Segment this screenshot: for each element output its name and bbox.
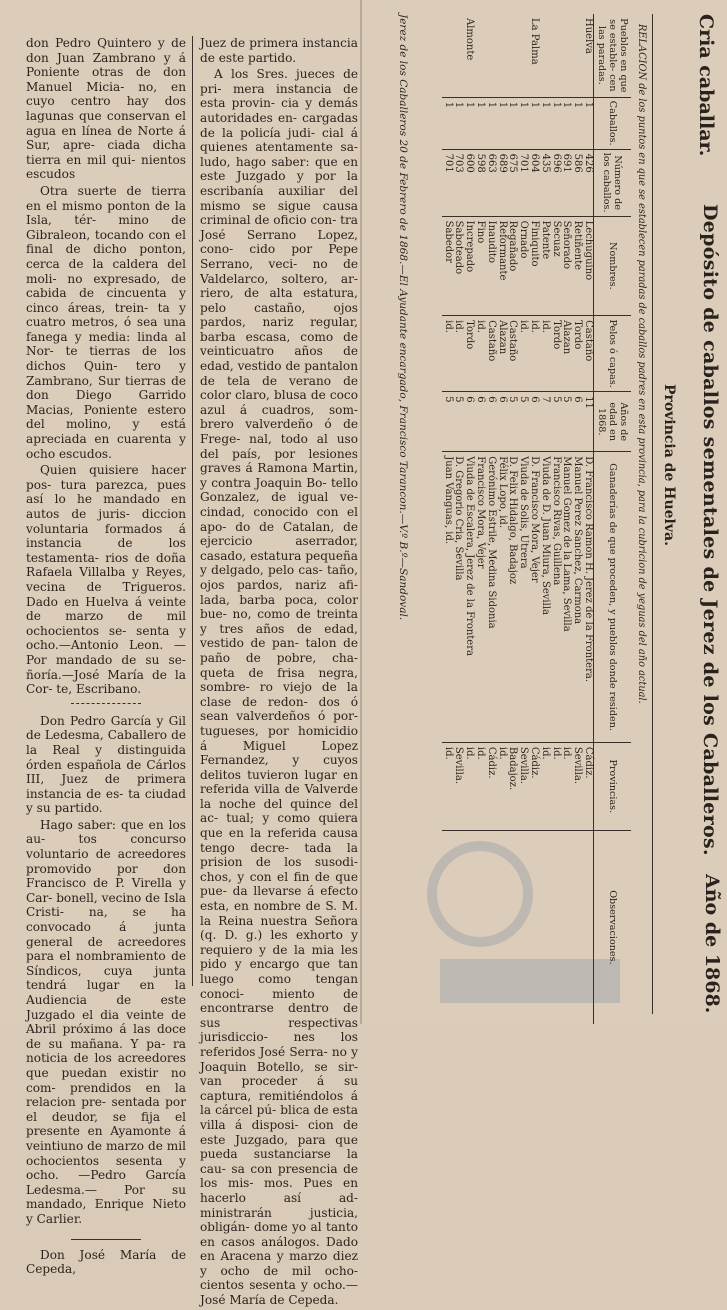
table-cell [561,830,572,1024]
table-cell: D. Francisco Ramon H. Jerez de la Frontera. [582,452,593,743]
col1-para-6: Don José María de Cepeda, [26,1247,186,1277]
middle-column [200,36,358,1310]
table-cell: Juan Vanguas, id. [442,452,453,743]
table-cell: id. [442,316,453,392]
table-row [517,14,528,1024]
col1-para-4: Don Pedro García y Gil de Ledesma, Caballero de la Real y distinguida órden española de Cárlos III, Juez de primera instancia de es- ta ciudad y su partido. [26,713,186,816]
table-cell: Fino [474,216,485,316]
header-numero: Número de los caballos. [594,149,632,216]
header-pelos: Pelos ó capas. [594,316,632,392]
table-cell: Sevilla. [571,742,582,830]
table-cell: 1 [561,97,572,149]
table-cell: 1 [517,97,528,149]
table-row [485,14,496,1024]
table-cell: 1 [507,97,518,149]
table-cell: 1 [539,97,550,149]
table-cell [507,830,518,1024]
header-nombres: Nombres. [594,216,632,316]
table-cell: D. Felix Hidalgo, Badajoz [507,452,518,743]
table-cell: 1 [442,97,453,149]
table-cell: Huelva [582,14,593,97]
table-cell: id. [474,316,485,392]
table-cell: Viuda de Escalera, Jerez de la Frontera [463,452,474,743]
col1-para-2: Otra suerte de tierra en el mismo ponton de la Isla, tér- mino de Gibraleon, tocando con el final de dicho ponton, cerca de la caldera del moli- no expresado, de cabida de cincuenta y cinco áreas, trein- ta y cuatro metros, ó sea una fanega y media: linda al Nor- te tierras de los dichos Quin- tero y Zambrano, Sur tierras de don Diego Garrido Macias, Poniente estero del molino, y está apreciada en cuarenta y ocho escudos. [26,183,186,461]
table-cell: 6 [528,392,539,452]
table-cell [528,830,539,1024]
table-cell: Cádiz. [582,742,593,830]
table-cell [539,830,550,1024]
table-cell: 604 [528,149,539,216]
col1-para-5: Hago saber: que en los au- tos concurso voluntario de acreedores promovido por don Francisco de P. Virella y Car- bonell, vecino de Isla Cristi- na, se ha convocado á junta general de acreedores para el nombramiento de Síndicos, cuya junta tendrá lugar en la Audiencia de este Juzgado el dia veinte de Abril próximo á las doce de su mañana. Y pa- ra noticia de los acreedores que puedan existir no com- prendidos en la relacion pre- sentada por el deudor, se fija el presente en Ayamonte á veintiuno de marzo de mil ochocientos sesenta y ocho. —Pedro García Ledesma.— Por su mandado, Enrique Nieto y Carlier. [26,817,186,1226]
table-cell: 1 [463,97,474,149]
header-provincias: Provincias. [594,742,632,830]
table-cell: Reformante [496,216,507,316]
table-cell: 5 [517,392,528,452]
table-cell: Sevilla. [517,742,528,830]
col2-para-2: A los Sres. jueces de pri- mera instancia de esta provin- cia y demás autoridades en- cargadas de la policía judi- cial á quienes atentamente sa- ludo, hago saber: que en este Juzgado y por la escribanía auxiliar del mismo se sigue causa criminal de oficio con- tra José Serrano Lopez, cono- cido por Pepe Serrano, veci- no de Valdelarco, soltero, ar- riero, de alta estatura, pelo castaño, ojos pardos, nariz regular, barba escasa, como de veinticuatro años de edad, vestido de pantalon de tela de verano de color claro, blusa de coco azul á cuadros, som- brero valverdeño ó de Frege- nal, todo al uso del país, por lesiones graves á Ramona Martin, y contra Joaquin Bo- tello Gonzalez, de igual ve- cindad, conocido con el apo- do de Catalan, de ejercicio aserrador, casado, estatura pequeña y delgado, pelo cas- taño, ojos pardos, nariz afi- lada, barba poca, color bue- no, como de treinta y tres años de edad, vestido de pan- talon de paño de pobre, cha- queta de frisa negra, sombre- ro viejo de la clase de redon- dos ó sean valverdeños ó por- tugueses, por homicidio á Miguel Lopez Fernandez, y cuyos delitos tuvieron lugar en referida villa de Valverde la noche del quince del ac- tual; y como quiera que en la referida causa tengo decre- tada la prision de los susodi- chos, y con el fin de que pue- da llevarse á efecto esta, en nombre de S. M. la Reina nuestra Señora (q. D. g.) les exhorto y requiero y de la mia les pido y encargo que tan luego como tengan conoci- miento de encontrarse dentro de sus respectivas jurisdiccio- nes los referidos José Serra- no y Joaquin Botello, se sir- van proceder á su captura, remitiéndolos á la cárcel pú- blica de esta villa á disposi- cion de este Juzgado, para que pueda sustanciarse la cau- sa con presencia de los mis- mos. Pues en hacerlo así ad- ministrarán justicia, obligán- dome yo al tanto en casos análogos. Dado en Aracena y marzo diez y ocho de mil ocho- cientos sesenta y ocho.—José María de Cepeda. [200,67,358,1308]
table-cell: Tordo [550,316,561,392]
table-cell: id. [453,316,464,392]
table-cell: 7 [539,392,550,452]
rotated-table-region [360,0,727,1024]
table-cell: Francisco Mora, Vejer [474,452,485,743]
table-cell [561,14,572,97]
table-cell: 586 [571,149,582,216]
table-cell: 675 [507,149,518,216]
table-cell: Inaudito [485,216,496,316]
table-cell [550,830,561,1024]
table-cell: Castaño [485,316,496,392]
table-relation: RELACION de los puntos en que se establecen paradas de caballos padres en esta provincia, para la cubricion de yeguas del año actual. [636,24,647,704]
table-cell: 11 [582,392,593,452]
table-row [561,14,572,1024]
table-cell: 1 [485,97,496,149]
table-cell: Sevilla. [453,742,464,830]
table-cell: 1 [453,97,464,149]
table-cell: Francisco Rivas, Guillena [550,452,561,743]
table-cell: 691 [561,149,572,216]
table-cell: id. [517,316,528,392]
table-cell [539,14,550,97]
table-cell: Secuaz [550,216,561,316]
table-cell: Gerónimo Estrile, Medina Sidonia [485,452,496,743]
table-cell: Viuda de D. Juan Miura, Sevilla [539,452,550,743]
header-pueblos: Pueblos en que se estable- cen las paradas. [594,14,632,97]
table-cell: 6 [485,392,496,452]
table-cell [571,14,582,97]
table-cell: 703 [453,149,464,216]
table-cell: Señorado [561,216,572,316]
table-cell: Patente [539,216,550,316]
table-cell: 1 [474,97,485,149]
table-cell [442,14,453,97]
table-cell: 5 [561,392,572,452]
table-cell: 6 [571,392,582,452]
table-year: Año de 1868. [701,874,723,1014]
table-row [474,14,485,1024]
table-cell: 1 [496,97,507,149]
table-province: Provincia de Huelva. [661,384,677,546]
header-ganaderias: Ganaderías de que proceden, y pueblos donde residen. [594,452,632,743]
table-cell [474,830,485,1024]
table-cell: Félix Lopo, id. [496,452,507,743]
col1-para-3: Quien quisiere hacer pos- tura parezca, pues así lo he mandado en autos de juris- diccion voluntaria formados á instancia de los testamenta- rios de doña Rafaela Villalba y Reyes, vecina de Trigueros. Dado en Huelva á veinte de marzo de mil ochocientos se- senta y ocho.—Antonio Leon. —Por mandado de su se- ñoría.—José María de la Cor- te, Escribano. [26,463,186,697]
table-cell: 598 [474,149,485,216]
table-cell [496,14,507,97]
table-cell: 6 [463,392,474,452]
table-cell: 701 [442,149,453,216]
table-cell [571,830,582,1024]
table-cell [453,830,464,1024]
table-row [539,14,550,1024]
table-cell: 600 [463,149,474,216]
table-cell: id. [496,742,507,830]
table-cell: Finiquito [528,216,539,316]
header-edad: Años de edad en 1868. [594,392,632,452]
table-cell: id. [474,742,485,830]
table-cell [485,830,496,1024]
table-cell: 5 [453,392,464,452]
table-cell: 426 [582,149,593,216]
table-cell: D. Francisco Mora, Vejer [528,452,539,743]
table-cell: 5 [550,392,561,452]
table-cell: Sabedor [442,216,453,316]
table-cell [485,14,496,97]
table-row [507,14,518,1024]
table-cell: id. [528,316,539,392]
table-row [571,14,582,1024]
table-title: Depósito de caballos sementales de Jerez de los Caballeros. [699,204,721,856]
table-cell: 5 [442,392,453,452]
table-row [528,14,539,1024]
table-cell: 1 [528,97,539,149]
table-cell [507,14,518,97]
title-rule [652,14,653,1014]
table-row [463,14,474,1024]
table-cell: 701 [517,149,528,216]
table-cell: 1 [571,97,582,149]
table-cell [517,14,528,97]
column-rule [192,36,193,986]
header-caballos: Caballos. [594,97,632,149]
table-cell: id. [539,316,550,392]
separator [71,703,141,704]
table-cell [550,14,561,97]
table-cell: Tordo [463,316,474,392]
table-cell: 435 [539,149,550,216]
table-row [442,14,453,1024]
header-observaciones: Observaciones. [594,830,632,1024]
table-cell: Retiñente [571,216,582,316]
horse-table [442,14,631,1024]
table-header-row [594,14,632,1024]
table-cell: id. [550,742,561,830]
table-cell: 6 [496,392,507,452]
table-footer: Jerez de los Caballeros 20 de Febrero de 1868.—El Ayudante encargado, Francisco Tarancon.—V.º B.º—Sandoval. [397,14,409,621]
table-cell: 689 [496,149,507,216]
separator [71,1239,141,1240]
table-cell [453,14,464,97]
table-cell: Ornado [517,216,528,316]
table-cell: Cádiz. [528,742,539,830]
table-cell [582,830,593,1024]
table-cell [442,830,453,1024]
table-cell: id. [463,742,474,830]
table-row [582,14,593,1024]
table-cell: La Palma [528,14,539,97]
table-cell: id. [442,742,453,830]
table-cell [517,830,528,1024]
table-cell: Increpado [463,216,474,316]
table-cell [463,830,474,1024]
table-cell: 1 [550,97,561,149]
table-cell: Viuda de Solis, Utrera [517,452,528,743]
section-title: Cria caballar. [695,14,717,157]
table-row [496,14,507,1024]
table-cell: Tordo [571,316,582,392]
table-cell: 5 [507,392,518,452]
table-cell: Badajoz. [507,742,518,830]
table-cell [496,830,507,1024]
table-cell: id. [539,742,550,830]
table-cell: Manuel Perez Sanchez, Carmona [571,452,582,743]
table-cell: 6 [474,392,485,452]
table-cell: Saboteado [453,216,464,316]
table-cell: Regañado [507,216,518,316]
table-cell: Alazan [496,316,507,392]
table-cell: 696 [550,149,561,216]
table-row [550,14,561,1024]
col2-para-1: Juez de primera instancia de este partido. [200,36,358,65]
table-cell: Alazan [561,316,572,392]
table-cell: Lechuguino [582,216,593,316]
table-cell: 663 [485,149,496,216]
table-row [453,14,464,1024]
table-cell: id. [561,742,572,830]
table-cell: Castaño [582,316,593,392]
table-cell [474,14,485,97]
left-column [26,36,186,1279]
table-cell: Manuel Gomez de la Lama, Sevilla [561,452,572,743]
table-cell: 1 [582,97,593,149]
table-cell: Cádiz. [485,742,496,830]
table-cell: Almonte [463,14,474,97]
col1-para-1: don Pedro Quintero y de don Juan Zambrano y á Poniente otras de don Manuel Micia- no, en cuyo centro hay dos lagunas que conservan el agua en línea de Norte á Sur, apre- ciada dicha tierra en mil qui- nientos escudos [26,36,186,182]
table-cell: Castaño [507,316,518,392]
table-cell: D. Gregorio Cria, Sevilla [453,452,464,743]
rotated-table [360,14,727,1024]
